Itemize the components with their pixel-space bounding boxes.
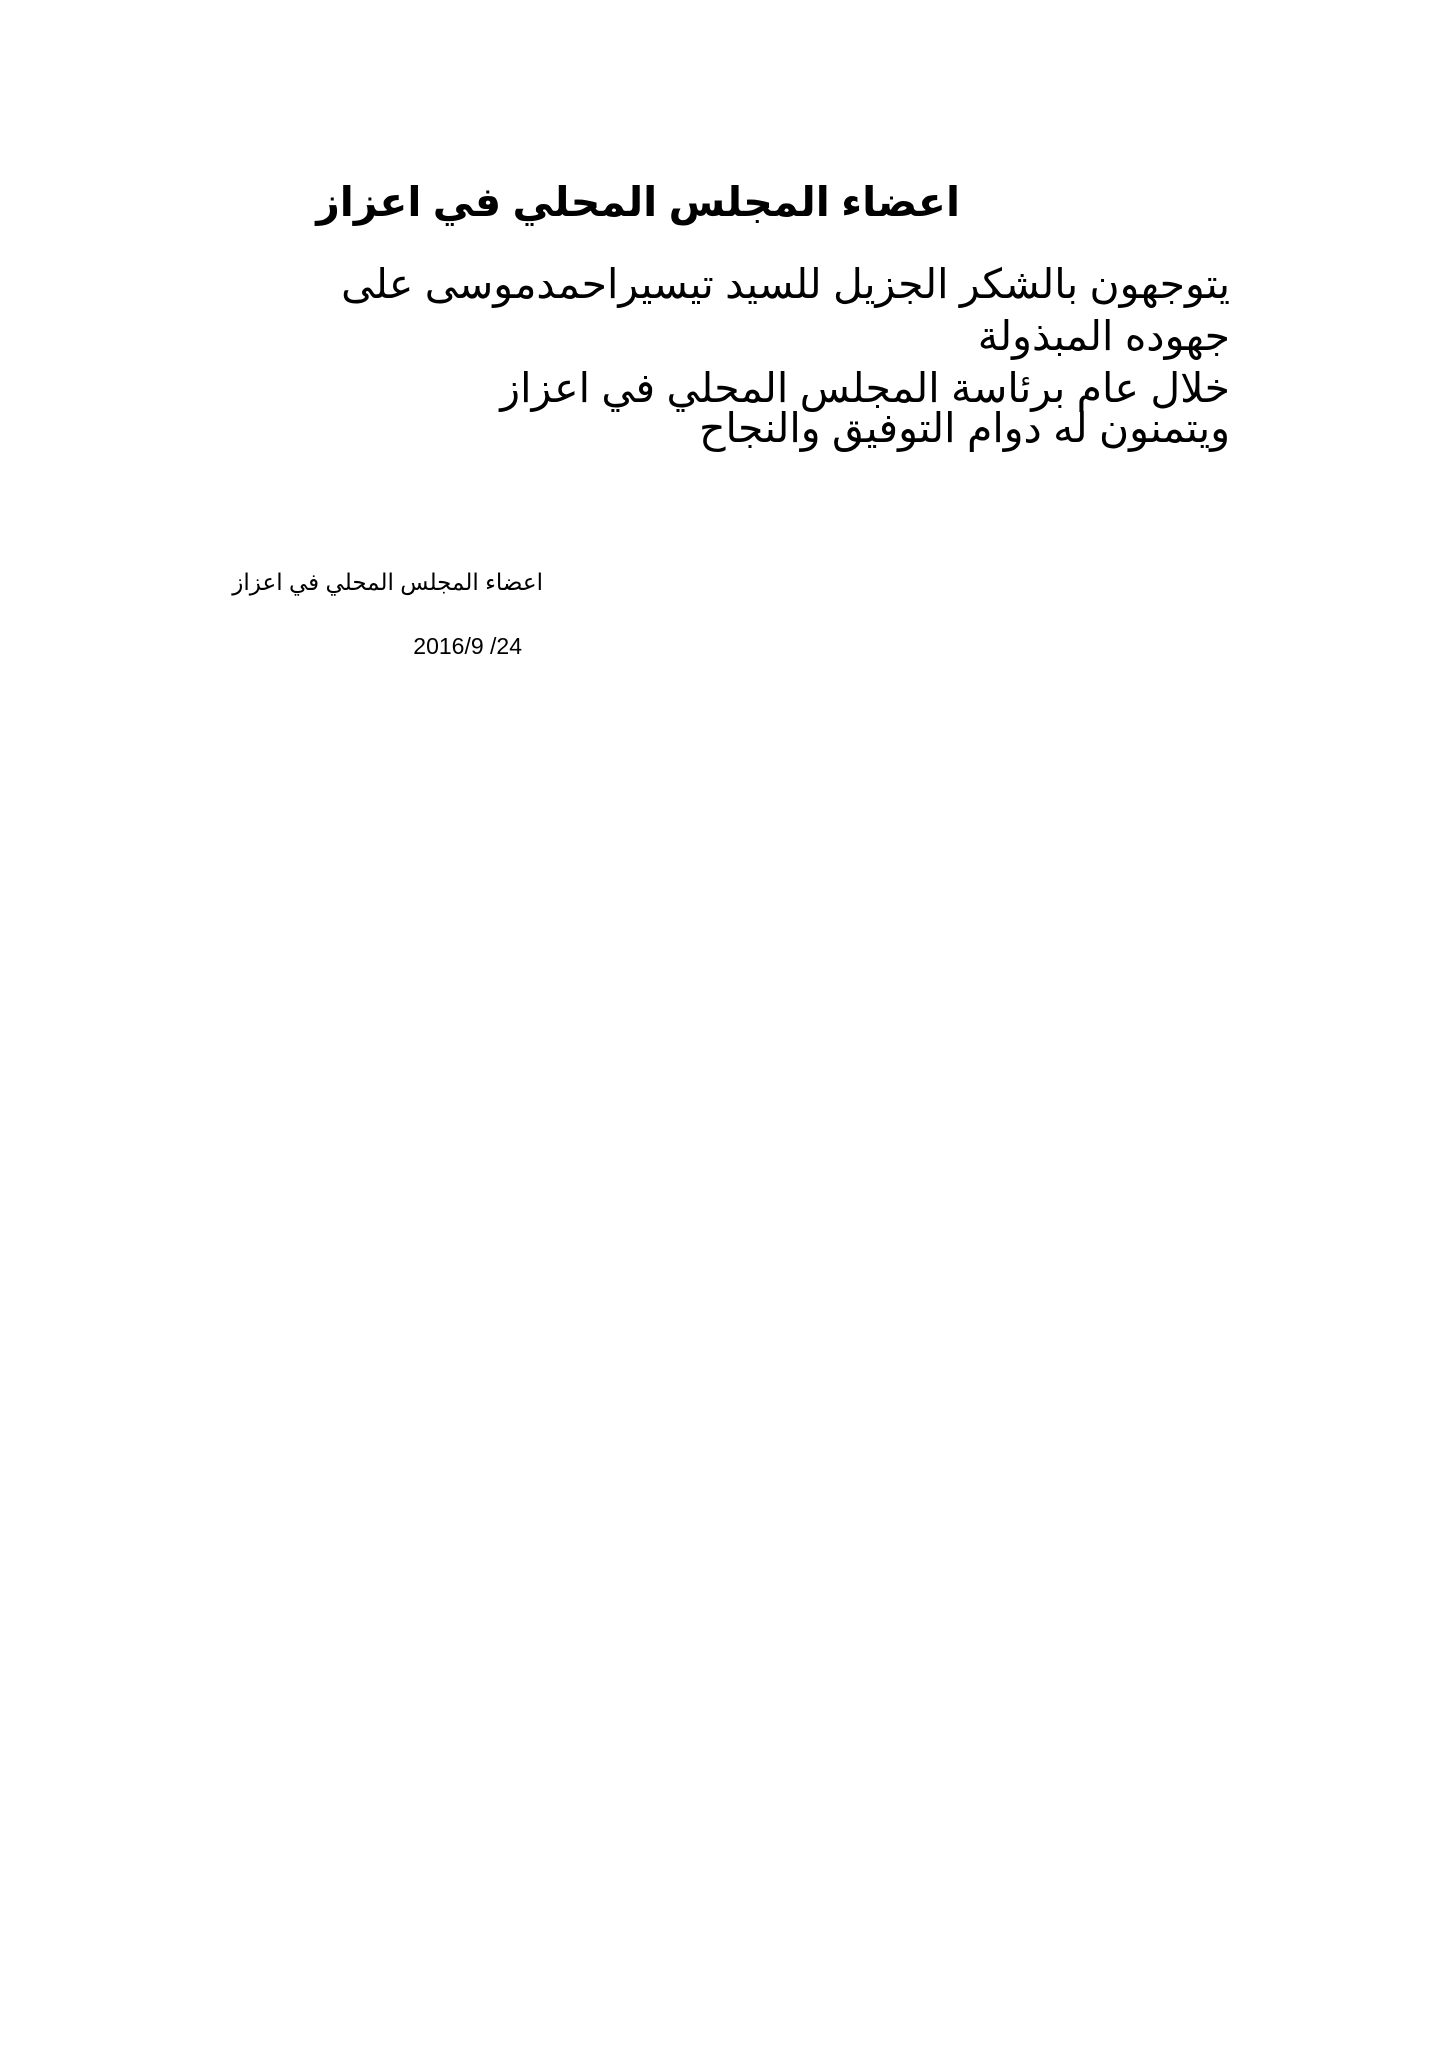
signature-line: اعضاء المجلس المحلي في اعزاز <box>232 569 543 595</box>
thanks-line-1: يتوجهون بالشكر الجزيل للسيد تيسيراحمدموسى على جهوده المبذولة <box>341 261 1230 359</box>
thanks-paragraph <box>230 258 1230 414</box>
document-title: اعضاء المجلس المحلي في اعزاز <box>316 179 960 225</box>
wishes-line: ويتمنون له دوام التوفيق والنجاح <box>699 405 1230 451</box>
document-date: 2016/9 /24 <box>413 633 522 659</box>
thanks-line-2: خلال عام برئاسة المجلس المحلي في اعزاز <box>500 365 1230 411</box>
